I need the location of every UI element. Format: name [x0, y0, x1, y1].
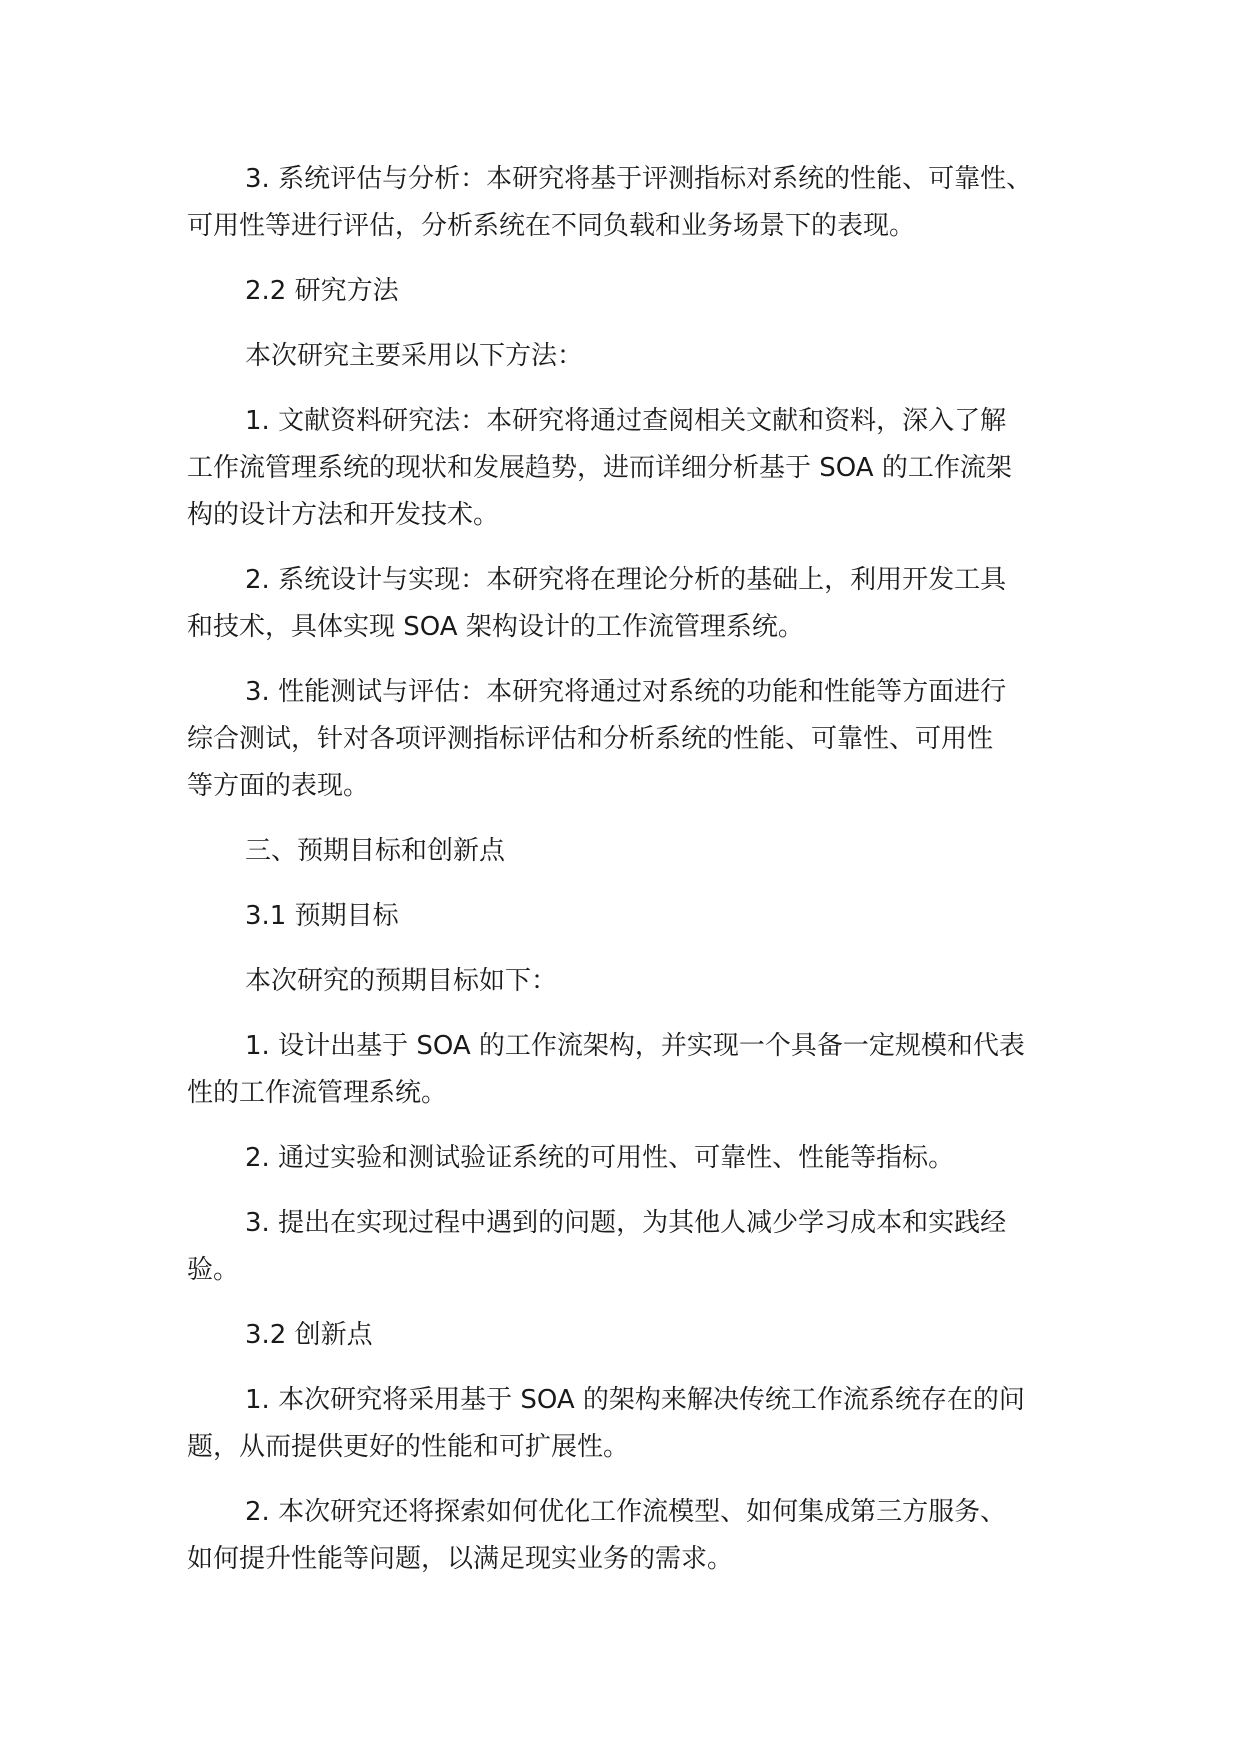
paragraph-goal-1: 1. 设计出基于 SOA 的工作流架构，并实现一个具备一定规模和代表 性的工作流管理系统。 — [187, 1031, 1025, 1108]
section-heading-2-2: 2.2 研究方法 — [245, 276, 399, 306]
document-page — [187, 156, 1067, 1601]
paragraph-method-testing: 3. 性能测试与评估：本研究将通过对系统的功能和性能等方面进行 综合测试，针对各项评测指标评估和分析系统的性能、可靠性、可用性 等方面的表现。 — [187, 677, 1007, 801]
paragraph-goal-2: 2. 通过实验和测试验证系统的可用性、可靠性、性能等指标。 — [245, 1143, 955, 1173]
paragraph-goal-3: 3. 提出在实现过程中遇到的问题，为其他人减少学习成本和实践经 验。 — [187, 1208, 1007, 1285]
paragraph-goals-intro: 本次研究的预期目标如下： — [245, 966, 558, 996]
section-heading-3-1: 3.1 预期目标 — [245, 901, 399, 931]
paragraph-method-design: 2. 系统设计与实现：本研究将在理论分析的基础上，利用开发工具 和技术，具体实现 SOA 架构设计的工作流管理系统。 — [187, 565, 1007, 642]
paragraph-method-literature: 1. 文献资料研究法：本研究将通过查阅相关文献和资料，深入了解 工作流管理系统的现状和发展趋势，进而详细分析基于 SOA 的工作流架 构的设计方法和开发技术。 — [187, 406, 1012, 530]
paragraph-system-evaluation: 3. 系统评估与分析：本研究将基于评测指标对系统的性能、可靠性、 可用性等进行评估，分析系统在不同负载和业务场景下的表现。 — [187, 164, 1033, 241]
paragraph-methods-intro: 本次研究主要采用以下方法： — [245, 341, 584, 371]
section-heading-3-2: 3.2 创新点 — [245, 1320, 373, 1350]
paragraph-innovation-2: 2. 本次研究还将探索如何优化工作流模型、如何集成第三方服务、 如何提升性能等问题，以满足现实业务的需求。 — [187, 1497, 1007, 1574]
paragraph-innovation-1: 1. 本次研究将采用基于 SOA 的架构来解决传统工作流系统存在的问 题，从而提供更好的性能和可扩展性。 — [187, 1385, 1025, 1462]
section-heading-3: 三、预期目标和创新点 — [245, 836, 506, 866]
